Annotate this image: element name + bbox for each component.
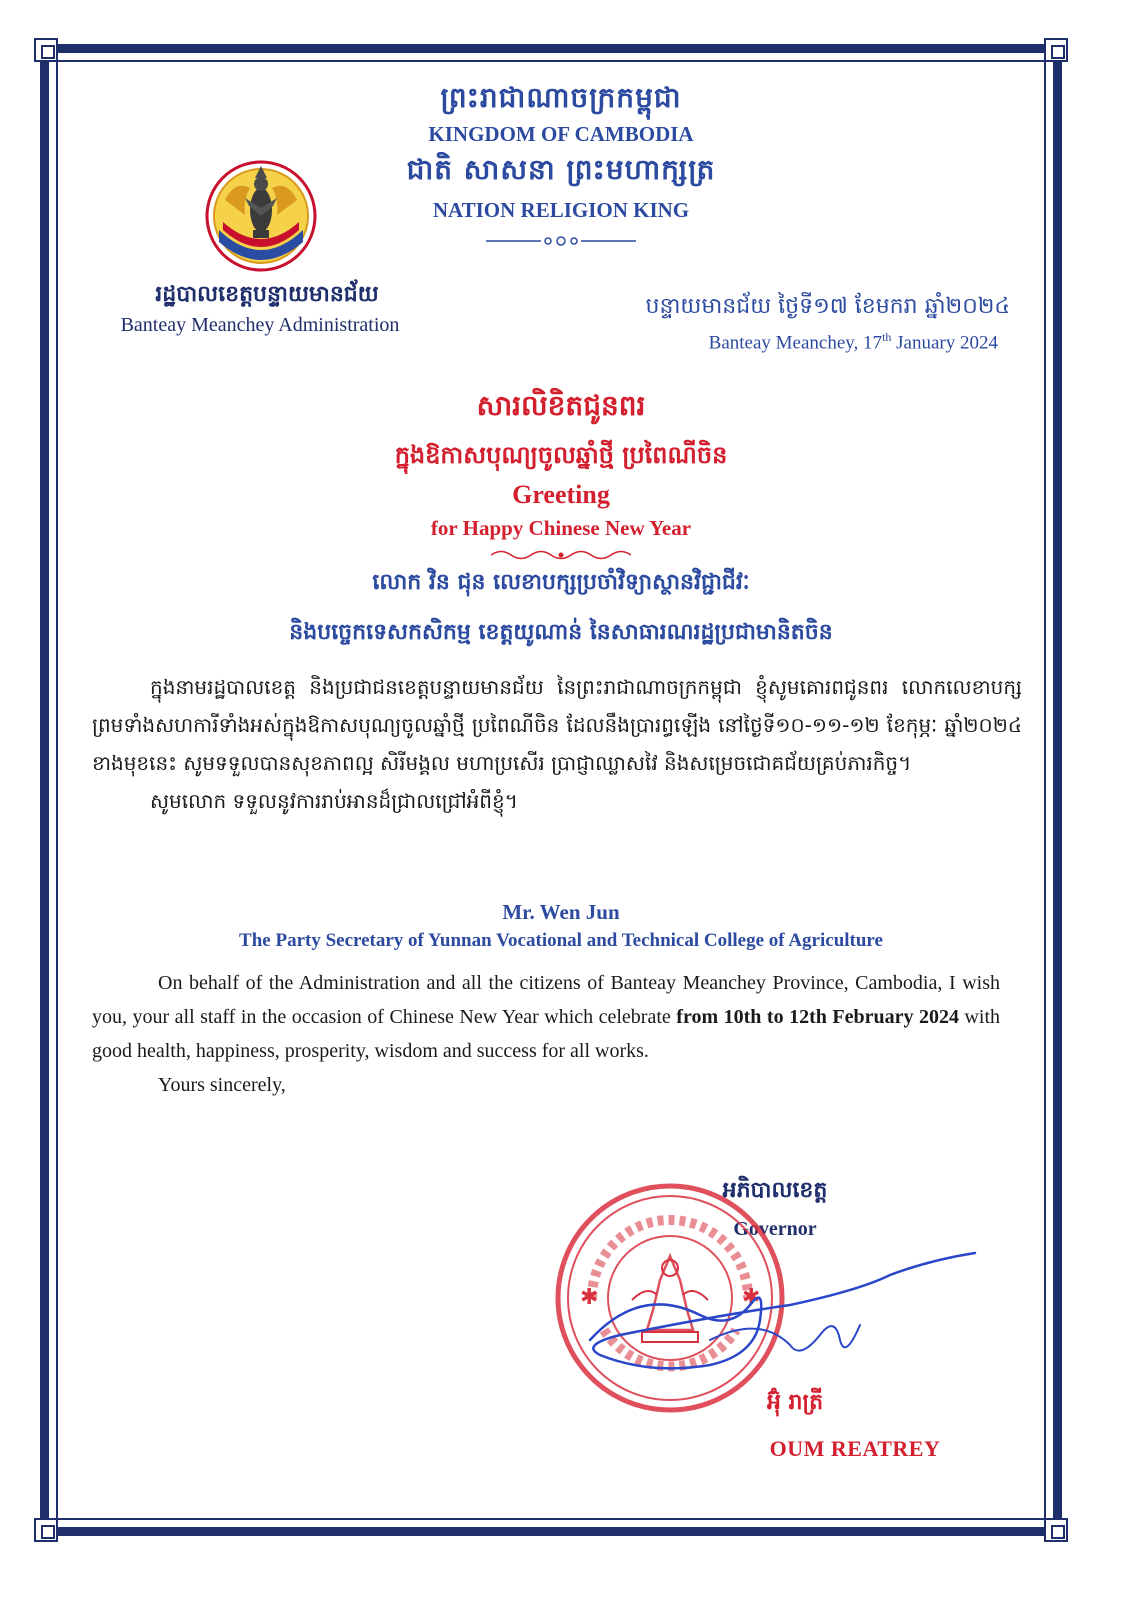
body-en-paragraph: [92, 966, 1000, 1068]
date-en-ordinal: th: [882, 330, 892, 344]
motto-en: NATION RELIGION KING: [432, 198, 690, 222]
header-divider-ornament: [0, 234, 1122, 253]
provincial-emblem-logo: [205, 160, 317, 272]
date-en-prefix: Banteay Meanchey, 17: [708, 332, 883, 354]
body-en-closing: Yours sincerely,: [158, 1074, 286, 1096]
body-en-text-b: with good health, happiness, prosperity, wisdom and success for all works.: [92, 1006, 1001, 1062]
signer-role-en: Governor: [733, 1218, 817, 1240]
svg-text:✱: ✱: [580, 1285, 599, 1310]
handwritten-signature: [560, 1245, 980, 1385]
recipient-title-en: The Party Secretary of Yunnan Vocational and Technical College of Agriculture: [239, 930, 883, 951]
signer-name-kh: អ៊ុំ រាត្រី: [766, 1390, 824, 1415]
corner-ornament: [1044, 1518, 1068, 1542]
kingdom-kh: ព្រះរាជាណាចក្រកម្ពុជា: [440, 81, 682, 114]
recipient-kh-line2: និងបច្ចេកទេសកសិកម្ម ខេត្តយូណាន់ នៃសាធារណរដ្ឋប្រជាមានិតចិន: [289, 620, 833, 645]
date-kh: បន្ទាយមានជ័យ ថ្ងៃទី១៧ ខែមករា ឆ្នាំ២០២៤: [645, 294, 1010, 319]
motto-kh: ជាតិ សាសនា ព្រះមហាក្សត្រ: [406, 153, 716, 186]
corner-ornament: [1044, 38, 1068, 62]
signer-name-en: OUM REATREY: [769, 1436, 941, 1461]
corner-ornament: [34, 38, 58, 62]
subtitle-en: for Happy Chinese New Year: [430, 516, 692, 540]
body-en-text-a: On behalf of the Administration and all the citizens of Banteay Meanchey Province, Cambodia, I wish you, your all staff in the occasion of Chinese New Year which celebrate: [92, 972, 1000, 1028]
body-kh-closing: សូមលោក ទទួលនូវការរាប់អានដ៏ជ្រាលជ្រៅអំពីខ្ញុំ។: [150, 789, 518, 813]
body-en-dates: from 10th to 12th February 2024: [676, 1006, 959, 1028]
svg-text:✱: ✱: [742, 1285, 761, 1310]
date-en: [600, 330, 998, 354]
issuer-name-kh: រដ្ឋបាលខេត្តបន្ទាយមានជ័យ: [155, 282, 379, 307]
signer-role-kh: អភិបាលខេត្ត: [722, 1178, 828, 1203]
subtitle-kh: ក្នុងឱកាសបុណ្យចូលឆ្នាំថ្មី ប្រពៃណីចិន: [394, 441, 728, 469]
body-en: [92, 966, 1000, 1102]
recipient-name-en: Mr. Wen Jun: [502, 900, 620, 924]
body-kh-paragraph: ក្នុងនាមរដ្ឋបាលខេត្ត និងប្រជាជនខេត្តបន្ទាយមានជ័យ នៃព្រះរាជាណាចក្រកម្ពុជា ខ្ញុំសូមគោរពជូនពរ លោកលេខាបក្ស ព្រមទាំងសហការីទាំងអស់ក្នុងឱកាសបុណ្យចូលឆ្នាំថ្មី ប្រពៃណីចិន ដែលនឹងប្រារព្ធឡើង នៅថ្ងៃទី១០-១១-១២ ខែកុម្ភៈ ឆ្នាំ២០២៤ ខាងមុខនេះ សូមទទួលបានសុខភាពល្អ សិរីមង្គល មហាប្រសើរ ប្រាជ្ញាឈ្លាសវៃ និងសម្រេចជោគជ័យគ្រប់ភារកិច្ច។: [92, 675, 1022, 775]
kingdom-en: KINGDOM OF CAMBODIA: [428, 122, 694, 146]
title-en: Greeting: [512, 480, 610, 509]
corner-ornament: [34, 1518, 58, 1542]
title-divider-ornament: [0, 548, 1122, 567]
title-kh: សារលិខិតជូនពរ: [476, 389, 646, 422]
body-kh: [92, 668, 1022, 820]
recipient-kh-line1: លោក វិន ជុន លេខាបក្សប្រចាំវិទ្យាស្ថានវិជ្ជាជីវៈ: [372, 570, 750, 595]
date-en-suffix: January 2024: [891, 332, 998, 354]
issuer-name-en: Banteay Meanchey Administration: [120, 314, 400, 336]
